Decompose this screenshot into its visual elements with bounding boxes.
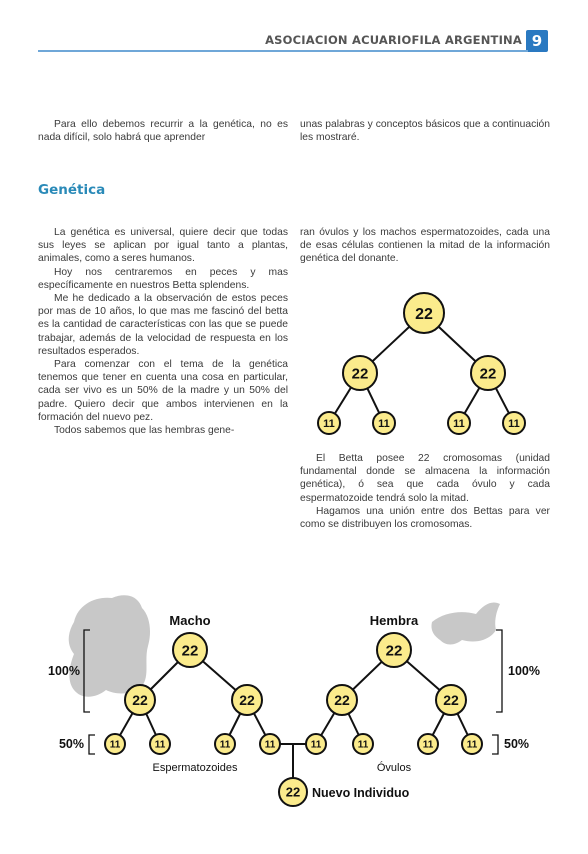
chromosome-node xyxy=(105,734,125,754)
chromosome-node xyxy=(215,734,235,754)
intro-left-text: Para ello debemos recurrir a la genética, no es nada difícil, solo habrá que aprender xyxy=(38,119,288,144)
node-value: 11 xyxy=(310,739,322,751)
header-title: ASOCIACION ACUARIOFILA ARGENTINA xyxy=(265,33,522,47)
left-paragraph-5: Todos sabemos que las hembras gene- xyxy=(54,425,235,437)
node-value: 22 xyxy=(385,642,403,660)
bracket-50-right xyxy=(492,735,498,754)
chromosome-node xyxy=(377,633,411,667)
percent-100-left: 100% xyxy=(48,664,80,678)
chromosome-node xyxy=(306,734,326,754)
bracket-100-right xyxy=(496,630,502,712)
offspring-label: Nuevo Individuo xyxy=(312,786,410,800)
right-paragraph-3: Hagamos una unión entre dos Bettas para ver como se distribuyen los cromosomas. xyxy=(300,505,550,531)
chromosome-node xyxy=(343,356,377,390)
chromosome-node xyxy=(462,734,482,754)
bracket-50-left xyxy=(89,735,95,754)
chromosome-node xyxy=(260,734,280,754)
node-value: 22 xyxy=(443,692,459,709)
node-value: 22 xyxy=(181,642,199,660)
node-value: 11 xyxy=(422,739,434,751)
percent-50-right: 50% xyxy=(504,737,530,751)
chromosome-node xyxy=(471,356,505,390)
node-value: 11 xyxy=(453,417,465,430)
node-value: 22 xyxy=(132,692,148,709)
chromosome-node xyxy=(150,734,170,754)
node-value: 11 xyxy=(378,417,390,430)
chromosome-node xyxy=(448,412,470,434)
right-paragraph-1: ran óvulos y los machos espermatozoides, cada una de esas células contienen la mitad de la información genética del donante. xyxy=(300,227,550,265)
chromosome-node xyxy=(418,734,438,754)
chromosome-node xyxy=(173,633,207,667)
node-value: 22 xyxy=(351,365,369,383)
node-value: 22 xyxy=(415,305,433,323)
intro-right-text: unas palabras y conceptos básicos que a continuación les mostraré. xyxy=(300,119,550,144)
node-value: 11 xyxy=(219,739,231,751)
chromosome-nodes xyxy=(105,293,525,806)
chromosome-node xyxy=(373,412,395,434)
node-value: 11 xyxy=(323,417,335,430)
section-title: Genética xyxy=(38,182,106,198)
fish-silhouettes xyxy=(69,595,500,697)
chromosome-node xyxy=(318,412,340,434)
chromosome-node xyxy=(279,778,307,806)
chromosome-node xyxy=(232,685,262,715)
percent-100-right: 100% xyxy=(508,664,540,678)
left-paragraph-1: La genética es universal, quiere decir que todas sus leyes se aplican por igual tanto a plantas, animales, como a seres humanos. xyxy=(38,227,288,265)
page-number: 9 xyxy=(526,30,548,52)
female-label: Hembra xyxy=(369,613,419,628)
percent-50-left: 50% xyxy=(58,737,84,751)
node-value: 11 xyxy=(508,417,520,430)
node-value: 22 xyxy=(334,692,350,709)
ova-label: Óvulos xyxy=(376,762,412,774)
node-value: 22 xyxy=(285,784,301,800)
sperm-label: Espermatozoides xyxy=(152,762,238,774)
chromosome-node xyxy=(125,685,155,715)
left-paragraph-3: Me he dedicado a la observación de estos peces por mas de 10 años, lo que mas me fascinó del betta es la cantidad de características con las que se puede trabajar, además de la velocidad de respuesta en los resultados esperados. xyxy=(38,293,288,357)
chromosome-node xyxy=(353,734,373,754)
chromosome-node xyxy=(436,685,466,715)
left-paragraph-2: Hoy nos centraremos en peces y mas específicamente en nuestros Betta splendens. xyxy=(38,266,288,291)
chromosome-node xyxy=(327,685,357,715)
chromosome-node xyxy=(503,412,525,434)
node-value: 11 xyxy=(466,739,478,751)
node-value: 11 xyxy=(357,739,369,751)
right-paragraph-2: El Betta posee 22 cromosomas (unidad fundamental donde se almacena la información genética), ó sea que cada óvulo y cada espermatozoide tendrá solo la mitad. xyxy=(300,453,550,504)
node-value: 11 xyxy=(154,739,166,751)
node-value: 11 xyxy=(109,739,121,751)
male-label: Macho xyxy=(169,613,211,628)
chromosome-node xyxy=(404,293,444,333)
left-paragraph-4: Para comenzar con el tema de la genética tenemos que tener en cuenta una cosa en particular, cada ser vivo es un 50% de la madre y un 50% del padre. Quiero decir que ambos intervienen en la formación del nuevo pez. xyxy=(38,359,288,423)
node-value: 22 xyxy=(239,692,255,709)
node-value: 22 xyxy=(479,365,497,383)
male-betta-silhouette xyxy=(69,595,150,697)
female-betta-silhouette xyxy=(431,602,500,644)
node-value: 11 xyxy=(264,739,276,751)
